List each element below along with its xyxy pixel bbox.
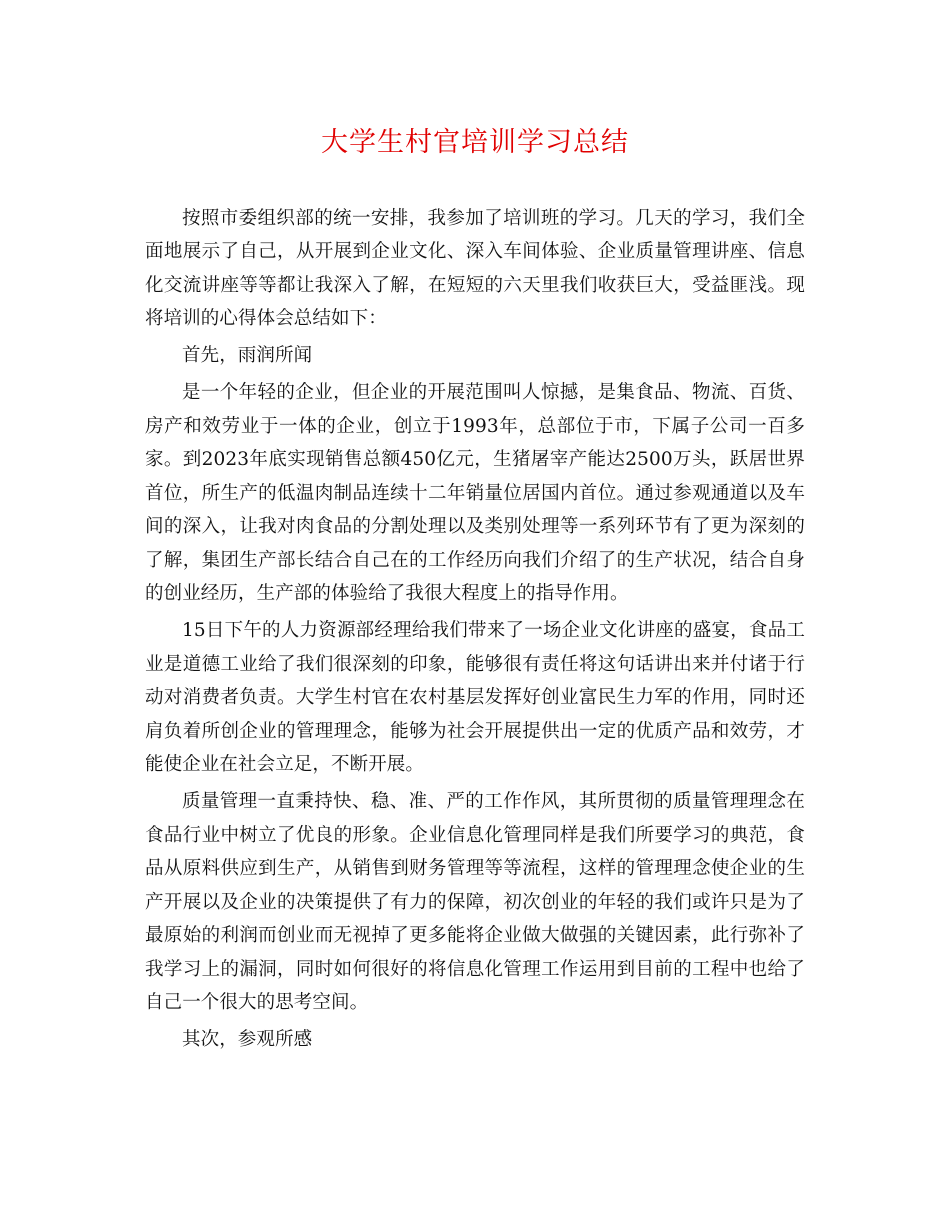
document-title: 大学生村官培训学习总结	[321, 127, 629, 158]
paragraph-company-overview: 是一个年轻的企业，但企业的开展范围叫人惊撼，是集食品、物流、百货、房产和效劳业于一体的企业，创立于1993年，总部位于市，下属子公司一百多家。到2023年底实现销售总额450亿元，生猪屠宰产能达2500万头，跃居世界首位，所生产的低温肉制品连续十二年销量位居国内首位。通过参观通道以及车间的深入，让我对肉食品的分割处理以及类别处理等一系列环节有了更为深刻的了解，集团生产部长结合自己在的工作经历向我们介绍了的生产状况，结合自身的创业经历，生产部的体验给了我很大程度上的指导作用。	[145, 382, 805, 605]
document-page	[145, 126, 805, 1060]
paragraph-hr-lecture: 15日下午的人力资源部经理给我们带来了一场企业文化讲座的盛宴，食品工业是道德工业给了我们很深刻的印象，能够很有责任将这句话讲出来并付诸于行动对消费者负责。大学生村官在农村基层发挥好创业富民生力军的作用，同时还肩负着所创企业的管理理念，能够为社会开展提供出一定的优质产品和效劳，才能使企业在社会立足，不断开展。	[145, 620, 805, 776]
paragraph-intro: 按照市委组织部的统一安排，我参加了培训班的学习。几天的学习，我们全面地展示了自己，从开展到企业文化、深入车间体验、企业质量管理讲座、信息化交流讲座等等都让我深入了解，在短短的六天里我们收获巨大，受益匪浅。现将培训的心得体会总结如下：	[145, 207, 805, 330]
paragraph-heading-second: 其次，参观所感	[182, 1029, 313, 1051]
paragraph-heading-first: 首先，雨润所闻	[182, 345, 313, 367]
paragraph-quality-management: 质量管理一直秉持快、稳、准、严的工作作风，其所贯彻的质量管理理念在食品行业中树立了优良的形象。企业信息化管理同样是我们所要学习的典范，食品从原料供应到生产，从销售到财务管理等等流程，这样的管理理念使企业的生产开展以及企业的决策提供了有力的保障，初次创业的年轻的我们或许只是为了最原始的利润而创业而无视掉了更多能将企业做大做强的关键因素，此行弥补了我学习上的漏洞，同时如何很好的将信息化管理工作运用到目前的工程中也给了自己一个很大的思考空间。	[145, 791, 805, 1014]
